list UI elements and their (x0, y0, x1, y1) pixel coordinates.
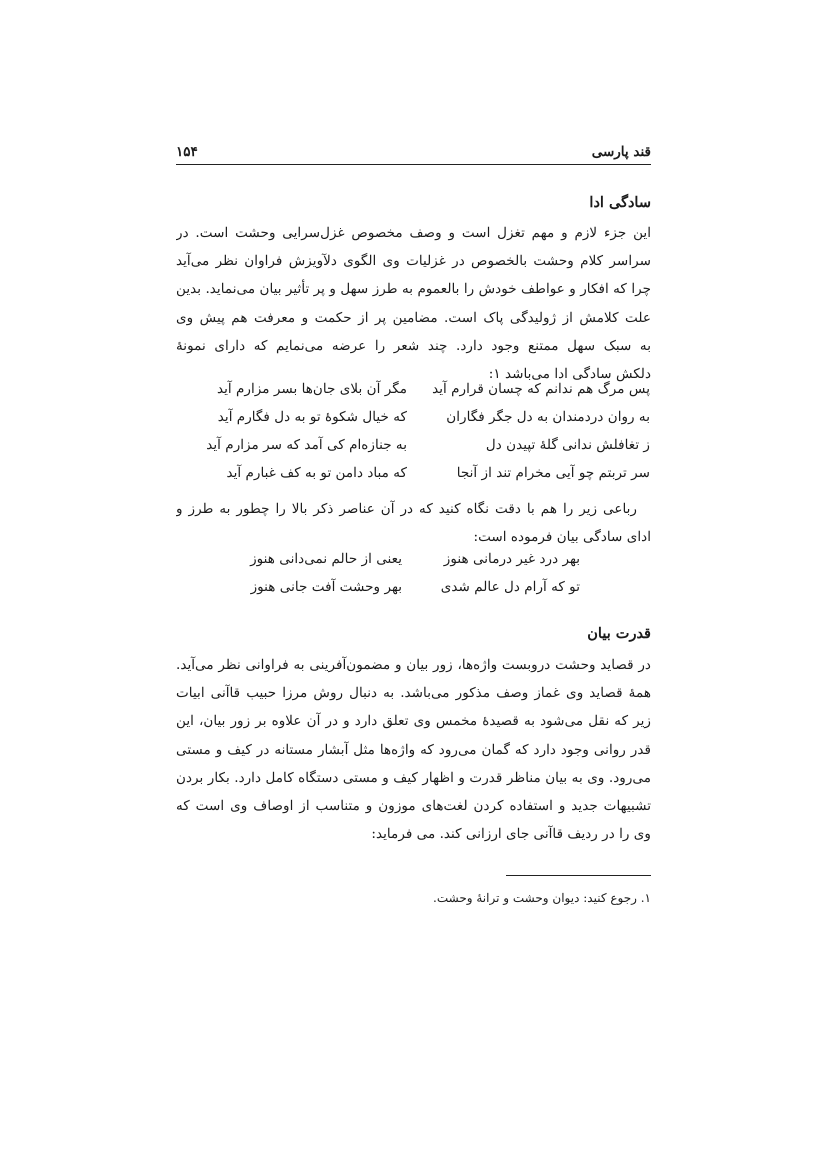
paragraph-line: در قصاید وحشت دروبست واژه‌ها، زور بیان و مضمون‌آفرینی به فراوانی نظر می‌آید. (176, 657, 651, 673)
poem-couplet (190, 437, 650, 465)
hemistich-first: ز تغافلش ندانی گلۀ تپیدن دل (485, 437, 650, 453)
paragraph (176, 219, 651, 388)
hemistich-first: به روان دردمندان به دل جگر فگاران (446, 409, 650, 425)
section-title-block-2 (176, 625, 651, 642)
ghazal-poem (190, 381, 650, 493)
section-title-block-1 (176, 194, 651, 211)
running-header (176, 141, 651, 165)
hemistich-second: بهر وحشت آفت جانی هنوز (250, 579, 402, 595)
hemistich-second: به جنازه‌ام کی آمد که سر مزارم آید (206, 437, 407, 453)
rubai-poem (240, 551, 580, 607)
paragraph-line: به سبک سهل ممتنع وجود دارد. چند شعر را عرضه می‌نمایم که دارای نمونۀ (176, 337, 651, 354)
page-number: ۱۵۴ (176, 144, 198, 160)
book-title: قند پارسی (591, 144, 651, 160)
hemistich-second: مگر آن بلای جان‌ها بسر مزارم آید (217, 381, 407, 397)
paragraph-line: سراسر کلام وحشت بالخصوص در غزلیات وی الگوی دلآویزش فراوان نظر می‌آید (176, 253, 651, 270)
rubai-intro (176, 495, 651, 551)
paragraph-line: وی را در ردیف قاآنی جای ارزانی کند. می فرماید: (371, 826, 651, 843)
paragraph-line: چرا که افکار و عواطف خودش را بالعموم به طرز سهل و پر تأثیر بیان می‌نماید. بدین (176, 281, 651, 298)
hemistich-second: که خیال شکوۀ تو به دل فگارم آید (217, 409, 407, 425)
paragraph-line: این جزء لازم و مهم تغزل است و وصف مخصوص غزل‌سرایی وحشت است. در (176, 225, 651, 241)
hemistich-first: سر تربتم چو آیی مخرام تند از آنجا (456, 465, 650, 481)
section-title: قدرت بیان (587, 625, 651, 642)
hemistich-first: بهر درد غیر درمانی هنوز (443, 551, 580, 567)
hemistich-first: پس مرگ هم ندانم که چسان قرارم آید (432, 381, 650, 397)
paragraph-line: ادای سادگی بیان فرموده است: (473, 529, 651, 546)
poem-couplet (190, 465, 650, 493)
poem-couplet (190, 381, 650, 409)
paragraph-line: تشبیهات جدید و استفاده کردن لغت‌های موزون و متناسب از اوصاف وی است که (176, 798, 651, 815)
poem-couplet (190, 409, 650, 437)
paragraph (176, 495, 651, 551)
footnote-separator (506, 875, 651, 876)
poem-couplet (240, 551, 580, 579)
paragraph-line: رباعی زیر را هم با دقت نگاه کنید که در آن عناصر ذکر بالا را چطور به طرز و (176, 501, 637, 517)
hemistich-second: که مباد دامن تو به کف غبارم آید (226, 465, 407, 481)
paragraph-line: همۀ قصاید وی غماز وصف مذکور می‌باشد. به دنبال روش مرزا حبیب قاآنی ابیات (176, 685, 651, 702)
section-paragraph-1 (176, 219, 651, 388)
paragraph-line: زیر که نقل می‌شود به قصیدۀ مخمس وی تعلق دارد و در آن علاوه بر زور بیان، این (176, 713, 651, 730)
paragraph (176, 651, 651, 848)
paragraph-line: قدر روانی وجود دارد که گمان می‌رود که واژه‌ها مثل آبشار مستانه در کیف و مستی (176, 741, 651, 758)
paragraph-line: می‌رود. وی به بیان مناظر قدرت و اظهار کیف و مستی دستگاه کامل دارد. بکار بردن (176, 769, 651, 786)
paragraph-line: علت کلامش از ژولیدگی پاک است. مضامین پر از حکمت و معرفت هم پیش وی (176, 309, 651, 326)
section-title: سادگی ادا (589, 194, 651, 211)
hemistich-second: یعنی از حالم نمی‌دانی هنوز (250, 551, 402, 567)
paragraph-line: دلکش سادگی ادا می‌باشد ۱: (488, 366, 651, 383)
section-paragraph-2 (176, 651, 651, 848)
footnote: ۱. رجوع کنید: دیوان وحشت و ترانۀ وحشت. (433, 891, 651, 905)
hemistich-first: تو که آرام دل عالم شدی (440, 579, 580, 595)
poem-couplet (240, 579, 580, 607)
